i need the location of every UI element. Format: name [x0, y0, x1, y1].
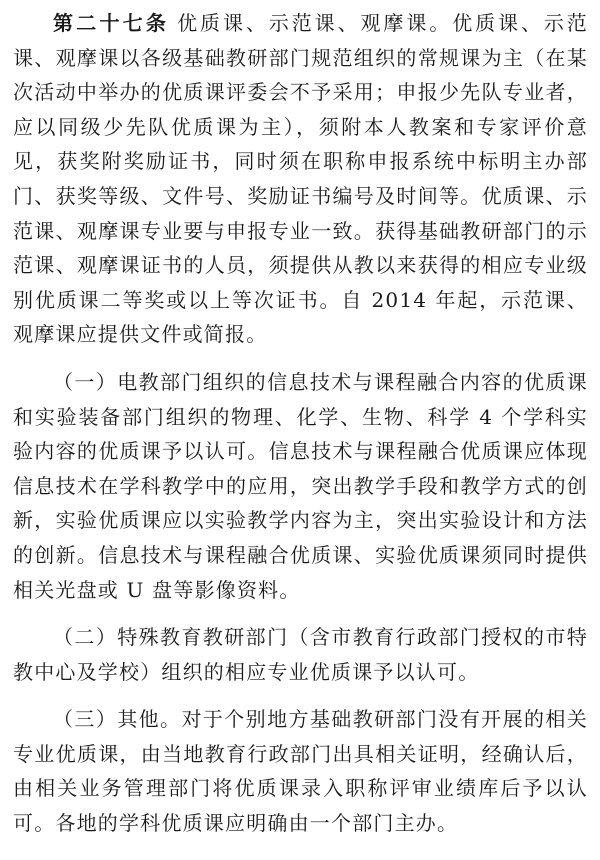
article-intro-text: 优质课、示范课、观摩课。优质课、示范课、观摩课以各级基础教研部门规范组织的常规课为主（在某次活动中举办的优质课评委会不予采用；申报少先队专业者，应以同级少先队优质课为主），须附本人教案和专家评价意见，获奖附奖励证书，同时须在职称申报系统中标明主办部门、获奖等级、文件号、奖励证书编号及时间等。优质课、示范课、观摩课专业要与申报专业一致。获得基础教研部门的示范课、观摩课证书的人员，须提供从教以来获得的相应专业级别优质课二等奖或以上等次证书。自 2014 年起，示范课、观摩课应提供文件或简报。 — [13, 11, 589, 347]
article-number: 第二十七条 — [53, 11, 170, 35]
item-paragraph-2: （二）特殊教育教研部门（含市教育行政部门授权的市特教中心及学校）组织的相应专业优质课予以认可。 — [13, 625, 588, 684]
item-paragraph-3: （三）其他。对于个别地方基础教研部门没有开展的相关专业优质课，由当地教育行政部门出具相关证明，经确认后，由相关业务管理部门将优质课录入职称评审业绩库后予以认可。各地的学科优质课应明确由一个部门主办。 — [13, 707, 588, 836]
article-paragraph — [13, 6, 588, 352]
item-paragraph-1: （一）电教部门组织的信息技术与课程融合内容的优质课和实验装备部门组织的物理、化学、生物、科学 4 个学科实验内容的优质课予以认可。信息技术与课程融合优质课应体现信息技术在学科教学中的应用，突出教学手段和教学方式的创新，实验优质课应以实验教学内容为主，突出实验设计和方法的创新。信息技术与课程融合优质课、实验优质课须同时提供相关光盘或 U 盘等影像资料。 — [13, 369, 588, 602]
